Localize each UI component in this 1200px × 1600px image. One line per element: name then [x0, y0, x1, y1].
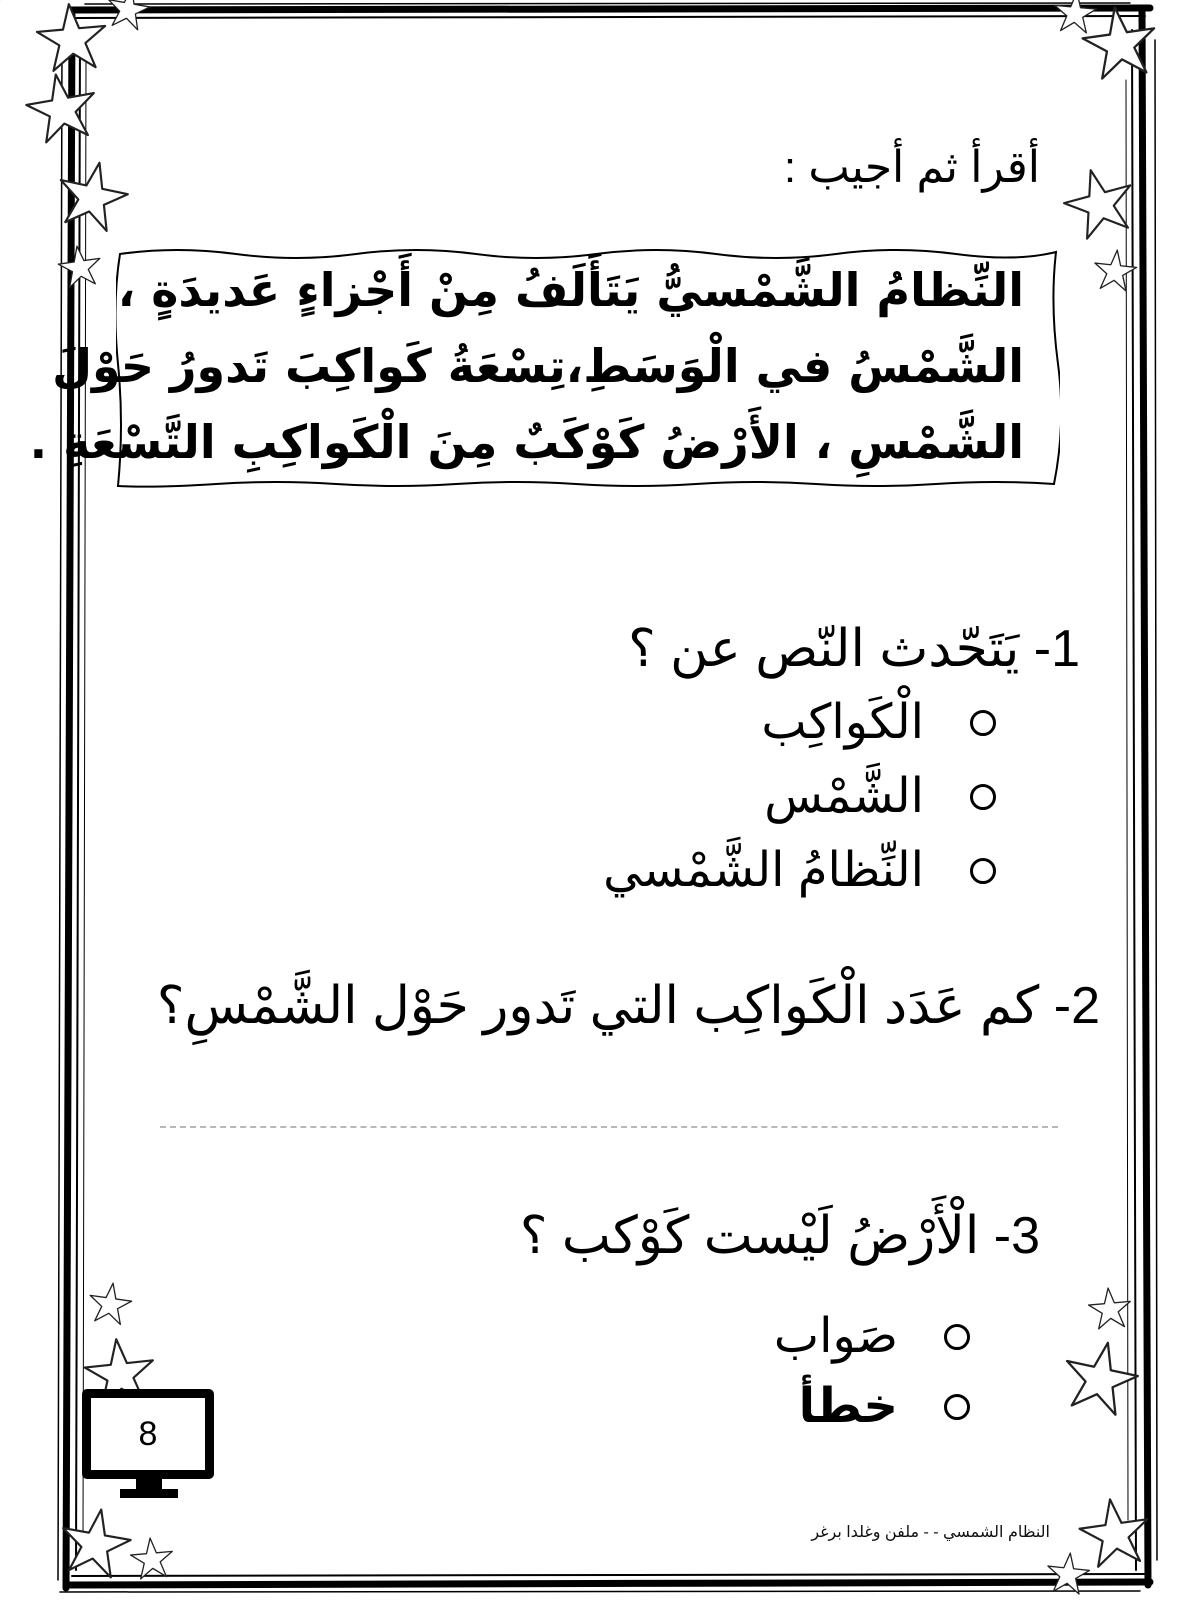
passage-text: [29, 252, 1024, 480]
radio-circle-icon[interactable]: [944, 1324, 970, 1350]
passage-line: النِّظامُ الشَّمْسيُّ يَتَأَلَفُ مِنْ أَجْزاءٍ عَديدَةٍ ،: [117, 263, 1024, 317]
passage-line: الشَّمْسُ في الْوَسَطِ،تِسْعَةُ كَواكِبَ تَدورُ حَوْلَ: [52, 339, 1024, 393]
radio-circle-icon[interactable]: [970, 784, 996, 810]
page-number: 8: [138, 1415, 158, 1453]
q1-option-solar-system[interactable]: [603, 842, 996, 900]
monitor-neck: [136, 1479, 162, 1489]
radio-circle-icon[interactable]: [970, 858, 996, 884]
monitor-icon: [82, 1389, 214, 1497]
question-2: 2- كم عَدَد الْكَواكِب التي تَدور حَوْل الشَّمْسِ؟: [156, 977, 1100, 1035]
q1-option-sun[interactable]: [764, 768, 996, 826]
instruction-heading: أقرأ ثم أجيب :: [783, 143, 1040, 192]
option-label: الْكَواكِب: [761, 696, 924, 749]
option-label: النِّظامُ الشَّمْسي: [603, 844, 924, 897]
q3-option-false[interactable]: [799, 1378, 970, 1436]
question-1: 1- يَتَحّدث النّص عن ؟: [628, 620, 1080, 678]
option-label: صَواب: [773, 1310, 898, 1363]
radio-circle-icon[interactable]: [944, 1394, 970, 1420]
monitor-base: [120, 1489, 178, 1498]
radio-circle-icon[interactable]: [970, 710, 996, 736]
answer-line[interactable]: [160, 1126, 1058, 1128]
monitor-screen: [82, 1389, 214, 1479]
question-3: 3- الْأَرْضُ لَيْست كَوْكب ؟: [519, 1207, 1040, 1265]
q1-option-planets[interactable]: [761, 694, 996, 752]
option-label: الشَّمْس: [764, 770, 924, 823]
footer-credit: النظام الشمسي - - ملفن وغلدا برغر: [811, 1524, 1050, 1541]
q3-option-true[interactable]: [774, 1308, 970, 1366]
reading-passage-box: [29, 244, 1060, 488]
passage-line: الشَّمْسِ ، الأَرْضُ كَوْكَبٌ مِنَ الْكَواكِبِ التَّسْعَةِ .: [29, 415, 1024, 469]
option-label: خطأ: [798, 1380, 898, 1433]
